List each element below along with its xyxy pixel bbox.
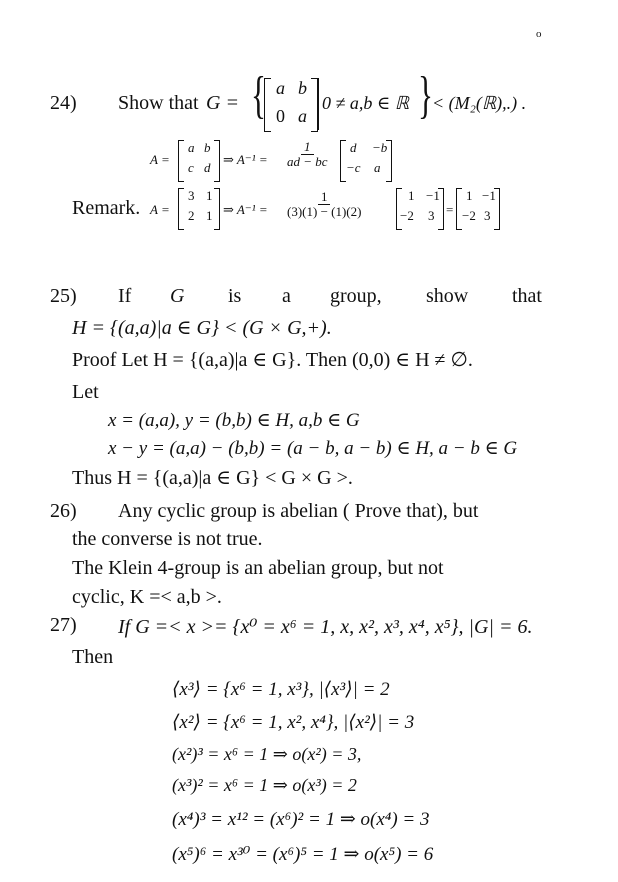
matrix-entry: −1 <box>426 188 440 203</box>
inverse-lhs: A = <box>150 152 170 167</box>
word: G <box>170 285 185 307</box>
fraction-denominator: ad − bc <box>287 153 328 169</box>
inverse-fraction <box>284 140 331 169</box>
matrix-entry: a <box>188 140 195 155</box>
remark-arrow: ⇒ A⁻¹ = <box>223 202 268 217</box>
word: If <box>118 285 132 307</box>
equals-sign: = <box>446 202 454 217</box>
matrix-bracket-left <box>264 78 271 132</box>
word: group, <box>330 285 382 307</box>
equation-line: ⟨x³⟩ = {x⁶ = 1, x³}, |⟨x³⟩| = 2 <box>172 679 390 700</box>
fraction-numerator: 1 <box>301 140 314 155</box>
text-line: The Klein 4-group is an abelian group, but not <box>72 557 444 579</box>
item-number: 26) <box>50 500 77 522</box>
matrix-bracket-right <box>494 188 500 230</box>
page-mark: o <box>536 28 542 40</box>
item-number: 24) <box>50 92 77 114</box>
item-number: 25) <box>50 285 77 307</box>
brace-open: { <box>250 67 266 124</box>
let-label: Let <box>72 381 99 403</box>
remark-label: Remark. <box>72 197 141 219</box>
proof-line: Proof Let H = {(a,a)|a ∈ G}. Then (0,0) ∈ H ≠ ∅. <box>72 349 473 371</box>
matrix-entry: 0 <box>276 106 285 126</box>
set-prefix: G = <box>206 92 239 114</box>
fraction-denominator: (3)(1) − (1)(2) <box>287 203 362 219</box>
equation-line: (x³)² = x⁶ = 1 ⇒ o(x³) = 2 <box>172 775 357 795</box>
matrix-entry: d <box>350 140 357 155</box>
equation-line: (x⁵)⁶ = x³⁰ = (x⁶)⁵ = 1 ⇒ o(x⁵) = 6 <box>172 844 434 865</box>
word: is <box>228 285 242 307</box>
matrix-entry: −2 <box>462 208 476 223</box>
matrix-entry: a <box>298 106 307 126</box>
matrix-entry: 3 <box>484 208 491 223</box>
equation-line: x − y = (a,a) − (b,b) = (a − b, a − b) ∈ H, a − b ∈ G <box>108 438 518 459</box>
equation-line: x = (a,a), y = (b,b) ∈ H, a,b ∈ G <box>108 410 360 431</box>
matrix-entry: b <box>298 78 307 98</box>
equation-line: (x⁴)³ = x¹² = (x⁶)² = 1 ⇒ o(x⁴) = 3 <box>172 809 430 830</box>
set-condition: 0 ≠ a,b ∈ ℝ <box>322 93 409 113</box>
separator-bar <box>318 78 319 130</box>
h-definition: H = {(a,a)|a ∈ G} < (G × G,+). <box>72 317 332 339</box>
matrix-bracket-right <box>438 188 444 230</box>
matrix-entry: −b <box>372 140 388 155</box>
subgroup-of: < (M₂(ℝ),.) . <box>432 93 527 113</box>
matrix-entry: 1 <box>206 208 213 223</box>
matrix-bracket-right <box>214 188 220 230</box>
matrix-entry: 2 <box>188 208 195 223</box>
matrix-entry: 1 <box>408 188 415 203</box>
thus-line: Thus H = {(a,a)|a ∈ G} < G × G >. <box>72 467 353 489</box>
equation-line: ⟨x²⟩ = {x⁶ = 1, x², x⁴}, |⟨x²⟩| = 3 <box>172 712 415 733</box>
word: that <box>512 285 542 307</box>
text-line: cyclic, K =< a,b >. <box>72 586 222 608</box>
inverse-arrow: ⇒ A⁻¹ = <box>223 152 268 167</box>
brace-close: } <box>417 67 433 124</box>
matrix-entry: a <box>374 160 381 175</box>
matrix-entry: 1 <box>466 188 473 203</box>
text-line: If G =< x >= {x⁰ = x⁶ = 1, x, x², x³, x⁴, x⁵}, |G| = 6. <box>118 616 533 638</box>
remark-lhs: A = <box>150 202 170 217</box>
text-line: Any cyclic group is abelian ( Prove that), but <box>118 500 479 522</box>
equation-line: (x²)³ = x⁶ = 1 ⇒ o(x²) = 3, <box>172 744 362 764</box>
statement-text: Show that <box>118 92 199 114</box>
matrix-bracket-right <box>386 140 392 182</box>
text-line: the converse is not true. <box>72 528 263 550</box>
matrix-entry: c <box>188 160 194 175</box>
remark-fraction <box>284 190 364 219</box>
matrix-bracket-right <box>311 78 318 132</box>
then-label: Then <box>72 646 114 668</box>
matrix-entry: a <box>276 78 285 98</box>
matrix-entry: −c <box>346 160 361 175</box>
matrix-entry: 3 <box>428 208 435 223</box>
word: a <box>282 285 291 307</box>
word: show <box>426 285 469 307</box>
matrix-entry: b <box>204 140 211 155</box>
fraction-numerator: 1 <box>318 190 331 205</box>
matrix-bracket-right <box>214 140 220 182</box>
matrix-bracket-left <box>178 140 184 182</box>
item-number: 27) <box>50 614 77 636</box>
matrix-entry: −2 <box>400 208 414 223</box>
matrix-entry: 1 <box>206 188 213 203</box>
matrix-entry: d <box>204 160 211 175</box>
matrix-bracket-left <box>178 188 184 230</box>
matrix-entry: −1 <box>482 188 496 203</box>
matrix-entry: 3 <box>188 188 195 203</box>
